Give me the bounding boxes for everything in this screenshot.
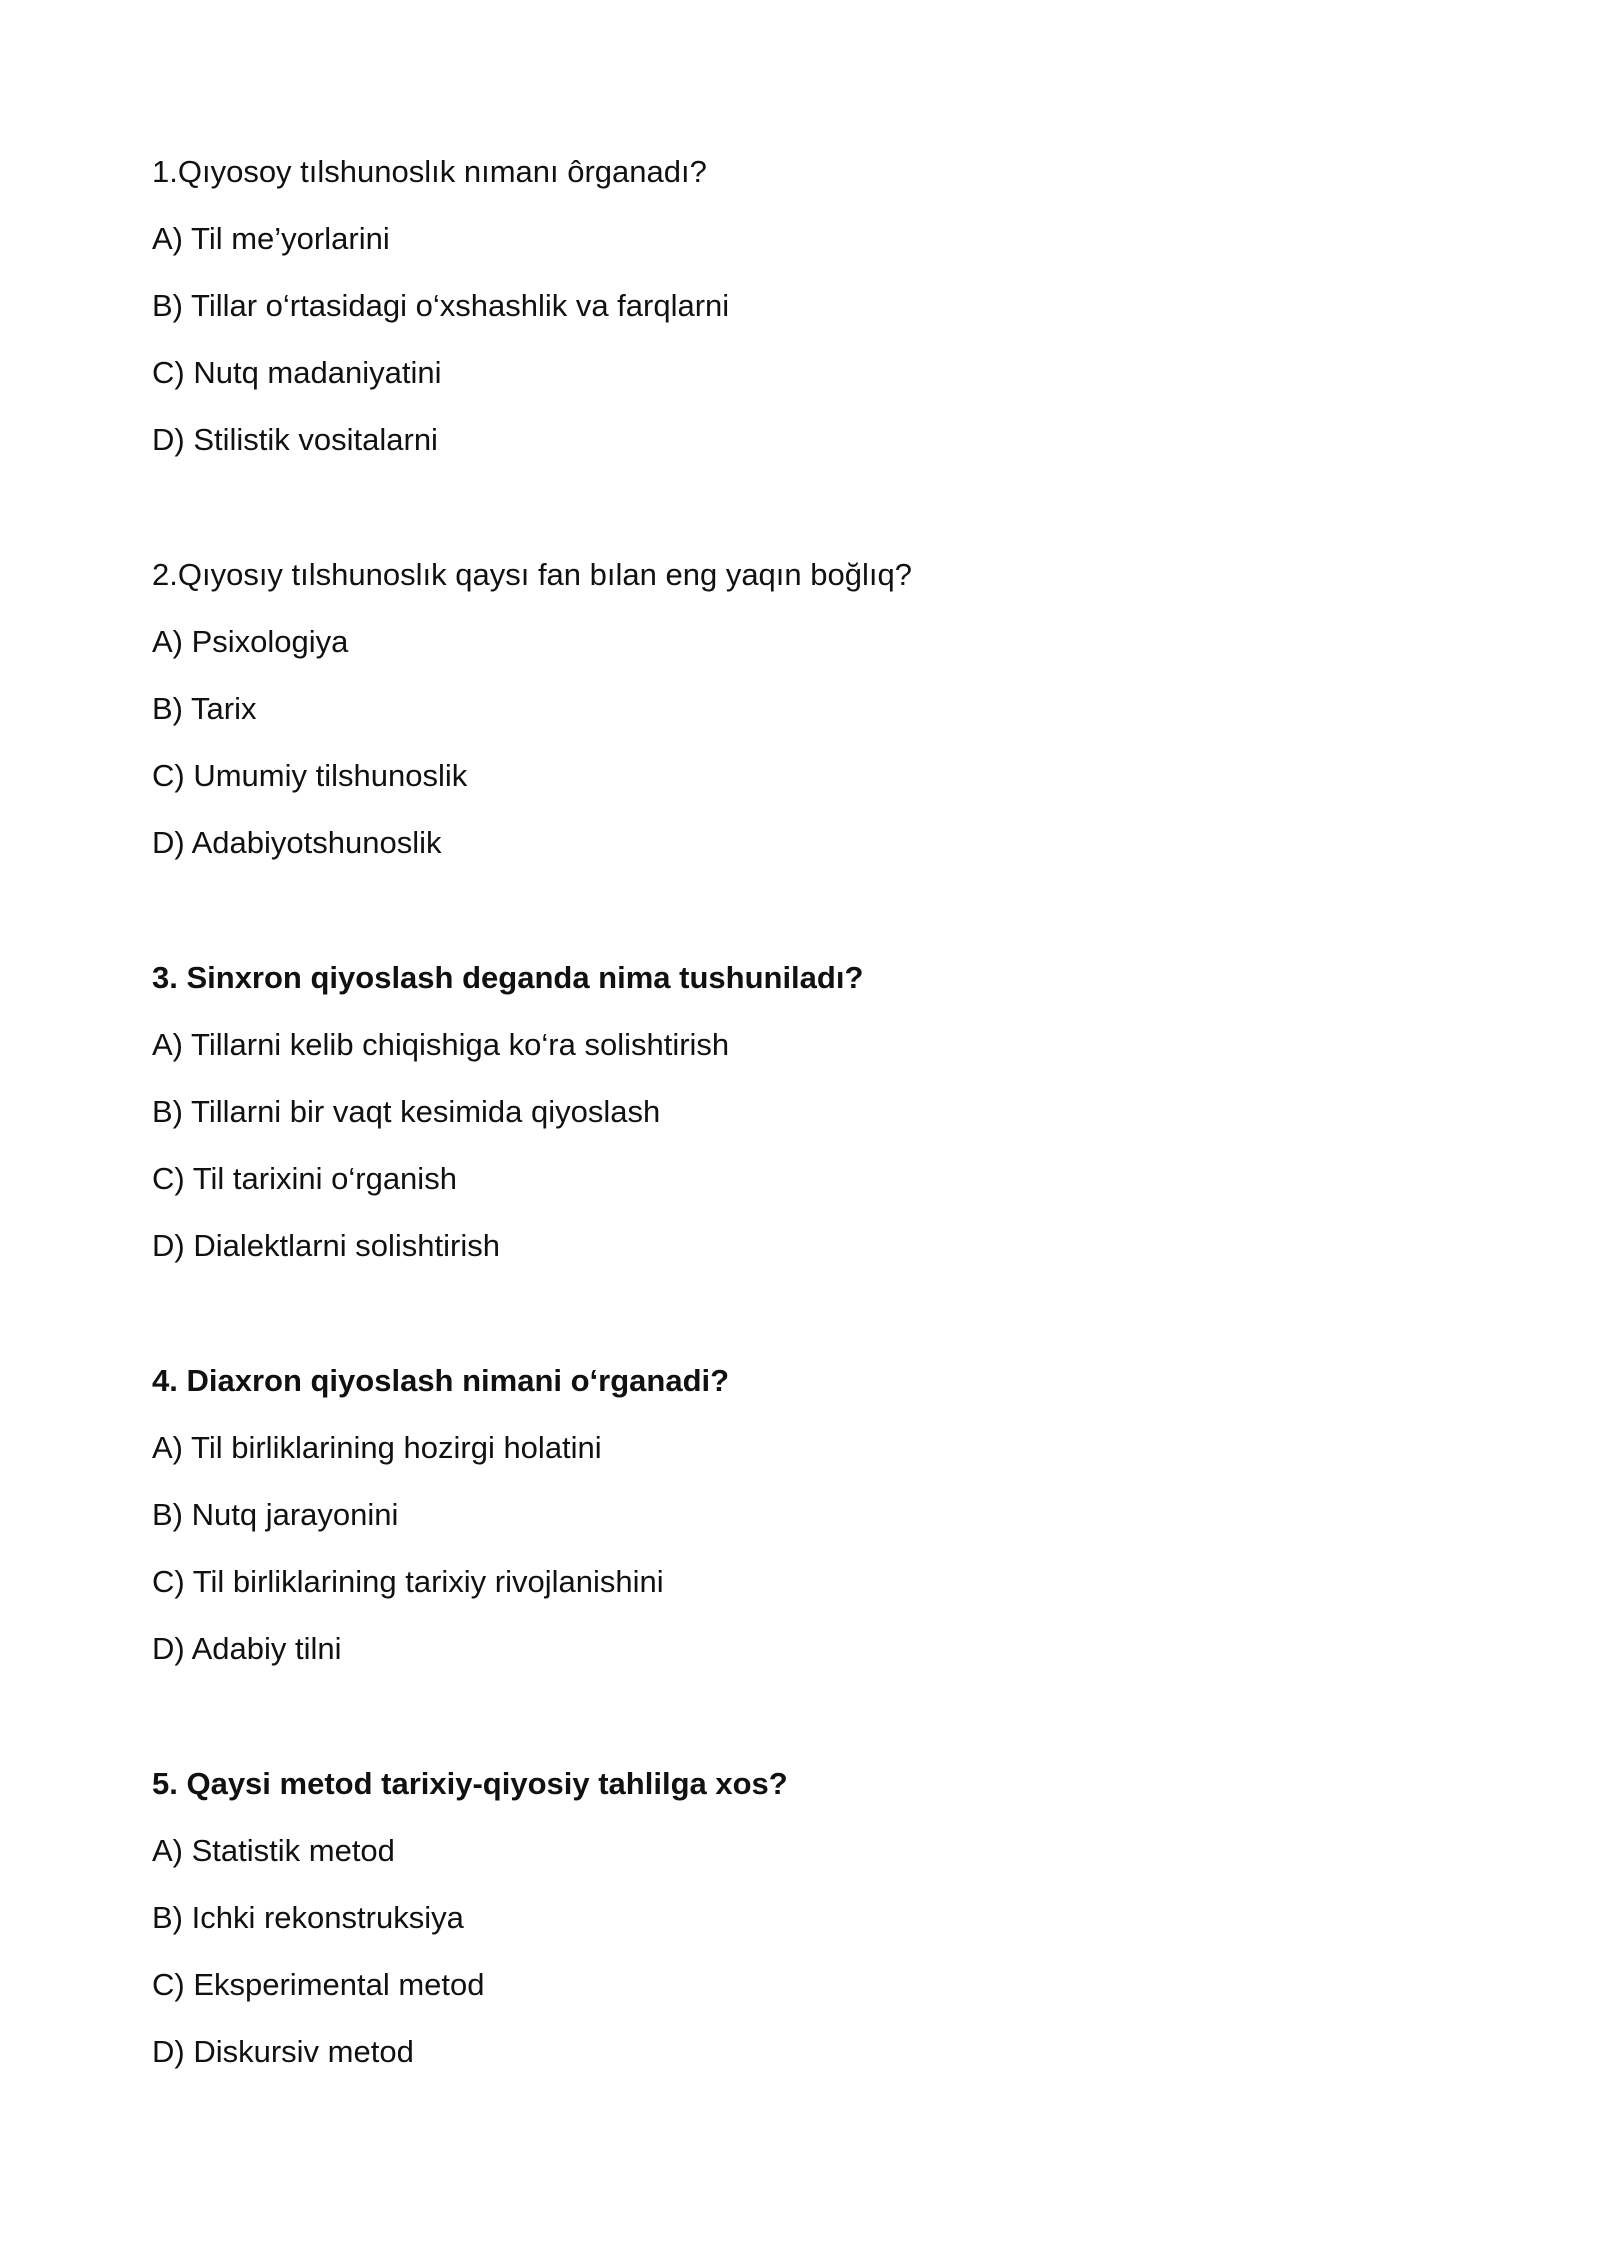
question-1-option-c: C) Nutq madaniyatini bbox=[152, 355, 442, 390]
question-5-option-a: A) Statistik metod bbox=[152, 1833, 395, 1868]
question-2-option-d: D) Adabiyotshunoslik bbox=[152, 825, 442, 860]
question-2-title: 2.Qıyosıy tılshunoslık qaysı fan bılan eng yaqın boğlıq? bbox=[152, 557, 912, 592]
question-2-option-c: C) Umumiy tilshunoslik bbox=[152, 758, 468, 793]
question-3-options bbox=[152, 1027, 1452, 1264]
question-4 bbox=[152, 1363, 1452, 1667]
question-3-title: 3. Sinxron qiyoslash deganda nima tushuniladı? bbox=[152, 960, 864, 995]
question-3-option-a: A) Tillarni kelib chiqishiga ko‘ra solishtirish bbox=[152, 1027, 730, 1062]
question-5-option-b: B) Ichki rekonstruksiya bbox=[152, 1900, 464, 1935]
question-4-option-c: C) Til birliklarining tarixiy rivojlanishini bbox=[152, 1564, 664, 1599]
question-4-option-b: B) Nutq jarayonini bbox=[152, 1497, 399, 1532]
question-5-options bbox=[152, 1833, 1452, 2070]
question-3 bbox=[152, 960, 1452, 1264]
question-2-option-b: B) Tarix bbox=[152, 691, 257, 726]
question-1-option-d: D) Stilistik vositalarni bbox=[152, 422, 438, 457]
question-3-option-d: D) Dialektlarni solishtirish bbox=[152, 1228, 500, 1263]
question-5-title: 5. Qaysi metod tarixiy-qiyosiy tahlilga xos? bbox=[152, 1766, 788, 1801]
question-2 bbox=[152, 557, 1452, 861]
question-3-option-c: C) Til tarixini o‘rganish bbox=[152, 1161, 457, 1196]
question-4-options bbox=[152, 1430, 1452, 1667]
question-1-option-a: A) Til me’yorlarini bbox=[152, 221, 390, 256]
question-2-options bbox=[152, 624, 1452, 861]
question-1-option-b: B) Tillar o‘rtasidagi o‘xshashlik va farqlarni bbox=[152, 288, 730, 323]
question-5 bbox=[152, 1766, 1452, 2070]
question-1 bbox=[152, 154, 1452, 458]
question-1-title: 1.Qıyosoy tılshunoslık nımanı ôrganadı? bbox=[152, 154, 707, 189]
question-1-options bbox=[152, 221, 1452, 458]
question-4-title: 4. Diaxron qiyoslash nimani o‘rganadi? bbox=[152, 1363, 730, 1398]
question-5-option-c: C) Eksperimental metod bbox=[152, 1967, 485, 2002]
question-5-option-d: D) Diskursiv metod bbox=[152, 2034, 414, 2069]
question-4-option-d: D) Adabiy tilni bbox=[152, 1631, 342, 1666]
question-4-option-a: A) Til birliklarining hozirgi holatini bbox=[152, 1430, 602, 1465]
question-2-option-a: A) Psixologiya bbox=[152, 624, 349, 659]
question-3-option-b: B) Tillarni bir vaqt kesimida qiyoslash bbox=[152, 1094, 661, 1129]
